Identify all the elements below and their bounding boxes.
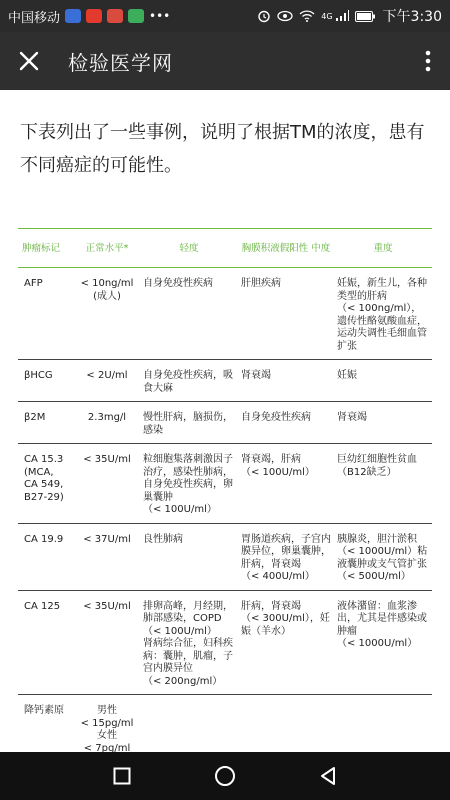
- table-row: [18, 695, 432, 753]
- header-mild: 轻度: [179, 243, 199, 254]
- table-row: [18, 590, 432, 695]
- news-app-icon: [86, 9, 102, 23]
- cell-normal: < 10ng/ml (成人): [74, 268, 140, 360]
- signal-icon: [335, 10, 349, 22]
- circle-icon: [214, 765, 236, 787]
- network-type: 4G: [321, 11, 333, 21]
- carrier-name: 中国移动: [8, 10, 61, 26]
- cell-normal: < 2U/ml: [74, 360, 140, 402]
- header-normal: 正常水平*: [85, 243, 129, 254]
- cell-marker: 降钙素原: [18, 695, 74, 753]
- cell-severe: 液体潴留：血浆渗出，尤其是伴感染或肿瘤 （< 1000U/ml）: [334, 590, 432, 695]
- cell-mild: 排卵高峰，月经期，肺部感染，COPD （< 100U/ml） 肾病综合征，妇科疾病：囊肿，肌瘤，子宫内膜异位 （< 200ng/ml）: [140, 590, 238, 695]
- cell-mild: [140, 695, 238, 753]
- cell-marker: CA 125: [18, 590, 74, 695]
- tumor-marker-table-wrapper: [18, 228, 432, 752]
- more-vertical-icon: [425, 50, 431, 72]
- table-row: [18, 360, 432, 402]
- cell-normal: < 35U/ml: [74, 590, 140, 695]
- back-button[interactable]: [308, 756, 348, 796]
- tumor-marker-table: [18, 228, 432, 752]
- cell-moderate: 肾衰竭: [238, 360, 334, 402]
- cell-severe: [334, 695, 432, 753]
- table-row: [18, 444, 432, 524]
- back-triangle-icon: [318, 766, 338, 786]
- table-row: [18, 402, 432, 444]
- status-bar-right: [257, 6, 442, 26]
- system-nav-bar: [0, 752, 450, 800]
- cell-mild: 粒细胞集落刺激因子治疗，感染性肺病，自身免疫性疾病，卵巢囊肿 （< 100U/ml）: [140, 444, 238, 524]
- square-icon: [113, 767, 131, 785]
- cell-severe: 胰腺炎，胆汁淤积 （< 1000U/ml）粘液囊肿或支气管扩张 （< 500U/ml）: [334, 523, 432, 590]
- table-row: [18, 268, 432, 360]
- header-severe: 重度: [373, 243, 393, 254]
- close-button[interactable]: [0, 32, 58, 90]
- eye-icon: [277, 10, 293, 22]
- more-options-button[interactable]: [406, 32, 450, 90]
- cell-mild: 良性肺病: [140, 523, 238, 590]
- cell-mild: 自身免疫性疾病: [140, 268, 238, 360]
- status-bar-left: [8, 7, 170, 26]
- camera-app-icon: [128, 9, 144, 23]
- cell-normal: < 35U/ml: [74, 444, 140, 524]
- cell-marker: AFP: [18, 268, 74, 360]
- cell-severe: 巨幼红细胞性贫血 （B12缺乏）: [334, 444, 432, 524]
- article-content[interactable]: [0, 90, 450, 752]
- cell-marker: CA 15.3 (MCA, CA 549, B27-29): [18, 444, 74, 524]
- table-row: [18, 523, 432, 590]
- cell-normal: 男性 < 15pg/ml 女性 < 7pg/ml: [74, 695, 140, 753]
- home-button[interactable]: [205, 756, 245, 796]
- cell-marker: CA 19.9: [18, 523, 74, 590]
- intro-paragraph: 下表列出了一些事例，说明了根据TM的浓度，患有不同癌症的可能性。: [20, 122, 425, 176]
- more-notifications-icon: •••: [149, 9, 171, 23]
- cell-normal: < 37U/ml: [74, 523, 140, 590]
- cell-moderate: 肝病，肾衰竭 （< 300U/ml），妊娠（羊水）: [238, 590, 334, 695]
- recent-apps-button[interactable]: [102, 756, 142, 796]
- cell-moderate: 肝胆疾病: [238, 268, 334, 360]
- wifi-icon: [299, 10, 315, 22]
- clock-time: 下午3:30: [382, 9, 442, 25]
- table-header-row: [18, 229, 432, 268]
- paw-app-icon: [65, 9, 81, 23]
- cell-mild: 自身免疫性疾病，吸食大麻: [140, 360, 238, 402]
- cell-severe: 妊娠: [334, 360, 432, 402]
- cell-normal: 2.3mg/l: [74, 402, 140, 444]
- header-marker: 肿瘤标记: [22, 243, 61, 254]
- battery-icon: [355, 11, 375, 22]
- page-title: 检验医学网: [68, 50, 173, 75]
- alarm-icon: [257, 9, 271, 23]
- cell-marker: β2M: [18, 402, 74, 444]
- cell-mild: 慢性肝病，脑损伤，感染: [140, 402, 238, 444]
- header-moderate: 胸膜积液假阳性 中度: [241, 243, 331, 254]
- status-bar: [0, 0, 450, 32]
- app-header: [0, 32, 450, 90]
- gallery-app-icon: [107, 9, 123, 23]
- cell-moderate: 胃肠道疾病，子宫内膜异位，卵巢囊肿，肝病，肾衰竭 （< 400U/ml）: [238, 523, 334, 590]
- close-icon: [18, 50, 40, 72]
- cell-marker: βHCG: [18, 360, 74, 402]
- cell-severe: 肾衰竭: [334, 402, 432, 444]
- cell-moderate: [238, 695, 334, 753]
- cell-moderate: 自身免疫性疾病: [238, 402, 334, 444]
- cell-moderate: 肾衰竭，肝病 （< 100U/ml）: [238, 444, 334, 524]
- cell-severe: 妊娠，新生儿，各种类型的肝病 （< 100ng/ml），遗传性酪氨酸血症，运动失调性毛细血管扩张: [334, 268, 432, 360]
